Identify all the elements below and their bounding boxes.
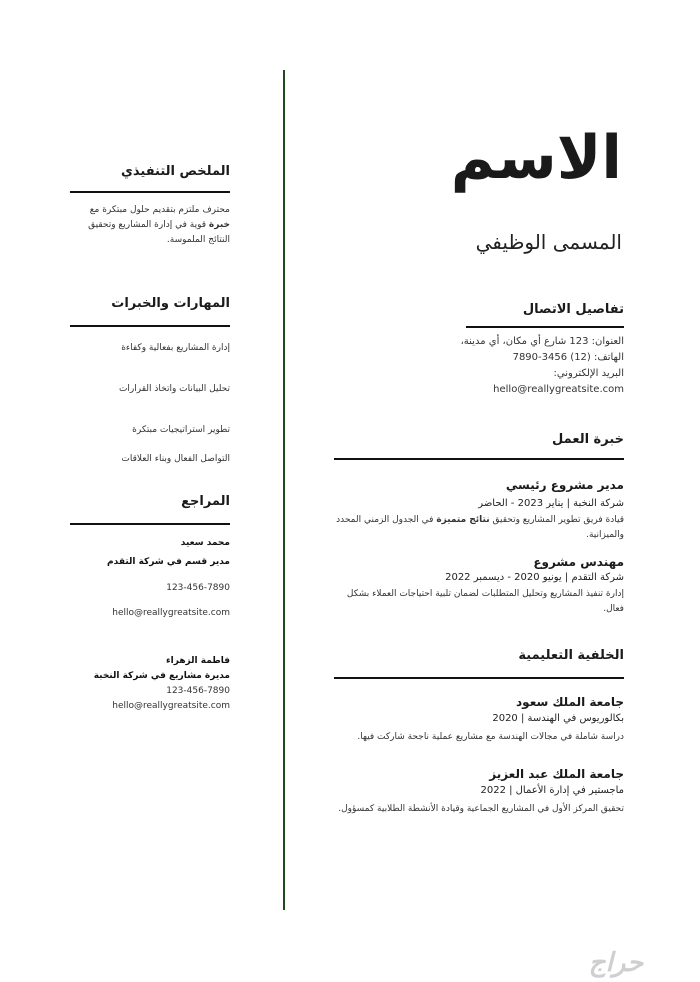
education-section (334, 648, 624, 817)
references-rule (70, 523, 230, 525)
skill-item: تطوير استراتيجيات مبتكرة (132, 425, 230, 435)
education-rule (334, 677, 624, 679)
reference-position: مدير قسم في شركة التقدم (107, 557, 230, 567)
contact-section (334, 302, 624, 398)
vertical-divider (283, 70, 285, 910)
contact-title: تفاصيل الاتصال (522, 302, 624, 317)
contact-phone: الهاتف: (12) 3456-7890 (512, 352, 624, 363)
skills-rule (70, 325, 230, 327)
summary-section (70, 164, 230, 248)
references-title: المراجع (181, 494, 230, 509)
job-role: مهندس مشروع (533, 555, 624, 569)
education-school: جامعة الملك عبد العزيز (489, 767, 624, 781)
education-meta: بكالوريوس في الهندسة | 2020 (492, 713, 624, 724)
summary-rule (70, 191, 230, 193)
experience-rule (334, 458, 624, 460)
reference-item (70, 536, 230, 621)
summary-title: الملخص التنفيذي (120, 164, 230, 179)
job-meta: شركة التقدم | يونيو 2020 - ديسمبر 2022 (445, 572, 624, 583)
job-description: إدارة تنفيذ المشاريع وتحليل المتطلبات لضمان تلبية احتياجات العملاء بشكل فعال. (346, 589, 624, 614)
reference-name: فاطمة الزهراء (166, 656, 230, 666)
reference-item (70, 654, 230, 714)
education-item (334, 767, 624, 817)
education-meta: ماجستير في إدارة الأعمال | 2022 (480, 785, 624, 796)
references-section (70, 494, 230, 714)
skills-section (70, 296, 230, 467)
experience-title: خبرة العمل (552, 432, 624, 447)
summary-text: محترف ملتزم بتقديم حلول مبتكرة مع خبرة قوية في إدارة المشاريع وتحقيق النتائج الملموسة. (88, 205, 230, 245)
job-meta: شركة النخبة | يناير 2023 - الحاضر (478, 498, 624, 509)
education-item (334, 695, 624, 745)
experience-section (334, 432, 624, 617)
reference-phone: 123-456-7890 (166, 686, 230, 696)
job-description: قيادة فريق تطوير المشاريع وتحقيق نتائج متميزة في الجدول الزمني المحدد والميزانية. (336, 515, 624, 540)
reference-position: مديرة مشاريع في شركة النخبة (93, 671, 230, 681)
job-role: مدير مشروع رئيسي (505, 478, 624, 492)
education-description: دراسة شاملة في مجالات الهندسة مع مشاريع عملية ناجحة شاركت فيها. (357, 732, 624, 742)
resume-job-title: المسمى الوظيفي (475, 230, 622, 254)
education-school: جامعة الملك سعود (516, 695, 624, 709)
reference-phone: 123-456-7890 (166, 583, 230, 593)
reference-email: hello@reallygreatsite.com (112, 701, 230, 711)
education-description: تحقيق المركز الأول في المشاريع الجماعية وقيادة الأنشطة الطلابية كمسؤول. (338, 804, 624, 814)
skill-item: إدارة المشاريع بفعالية وكفاءة (121, 343, 230, 353)
watermark-logo: حراج (588, 948, 644, 978)
contact-email-label: البريد الإلكتروني: (553, 368, 624, 379)
reference-name: محمد سعيد (180, 538, 230, 548)
reference-email: hello@reallygreatsite.com (112, 608, 230, 618)
contact-rule (466, 326, 624, 328)
skill-item: تحليل البيانات واتخاذ القرارات (118, 384, 230, 394)
resume-name: الاسم (450, 123, 622, 193)
education-title: الخلفية التعليمية (518, 648, 624, 663)
contact-email: hello@reallygreatsite.com (493, 384, 624, 395)
contact-address: العنوان: 123 شارع أي مكان، أي مدينة، (460, 336, 624, 347)
skill-item: التواصل الفعال وبناء العلاقات (121, 454, 230, 464)
skills-title: المهارات والخبرات (111, 296, 230, 311)
job-item (334, 478, 624, 543)
job-item (334, 555, 624, 617)
